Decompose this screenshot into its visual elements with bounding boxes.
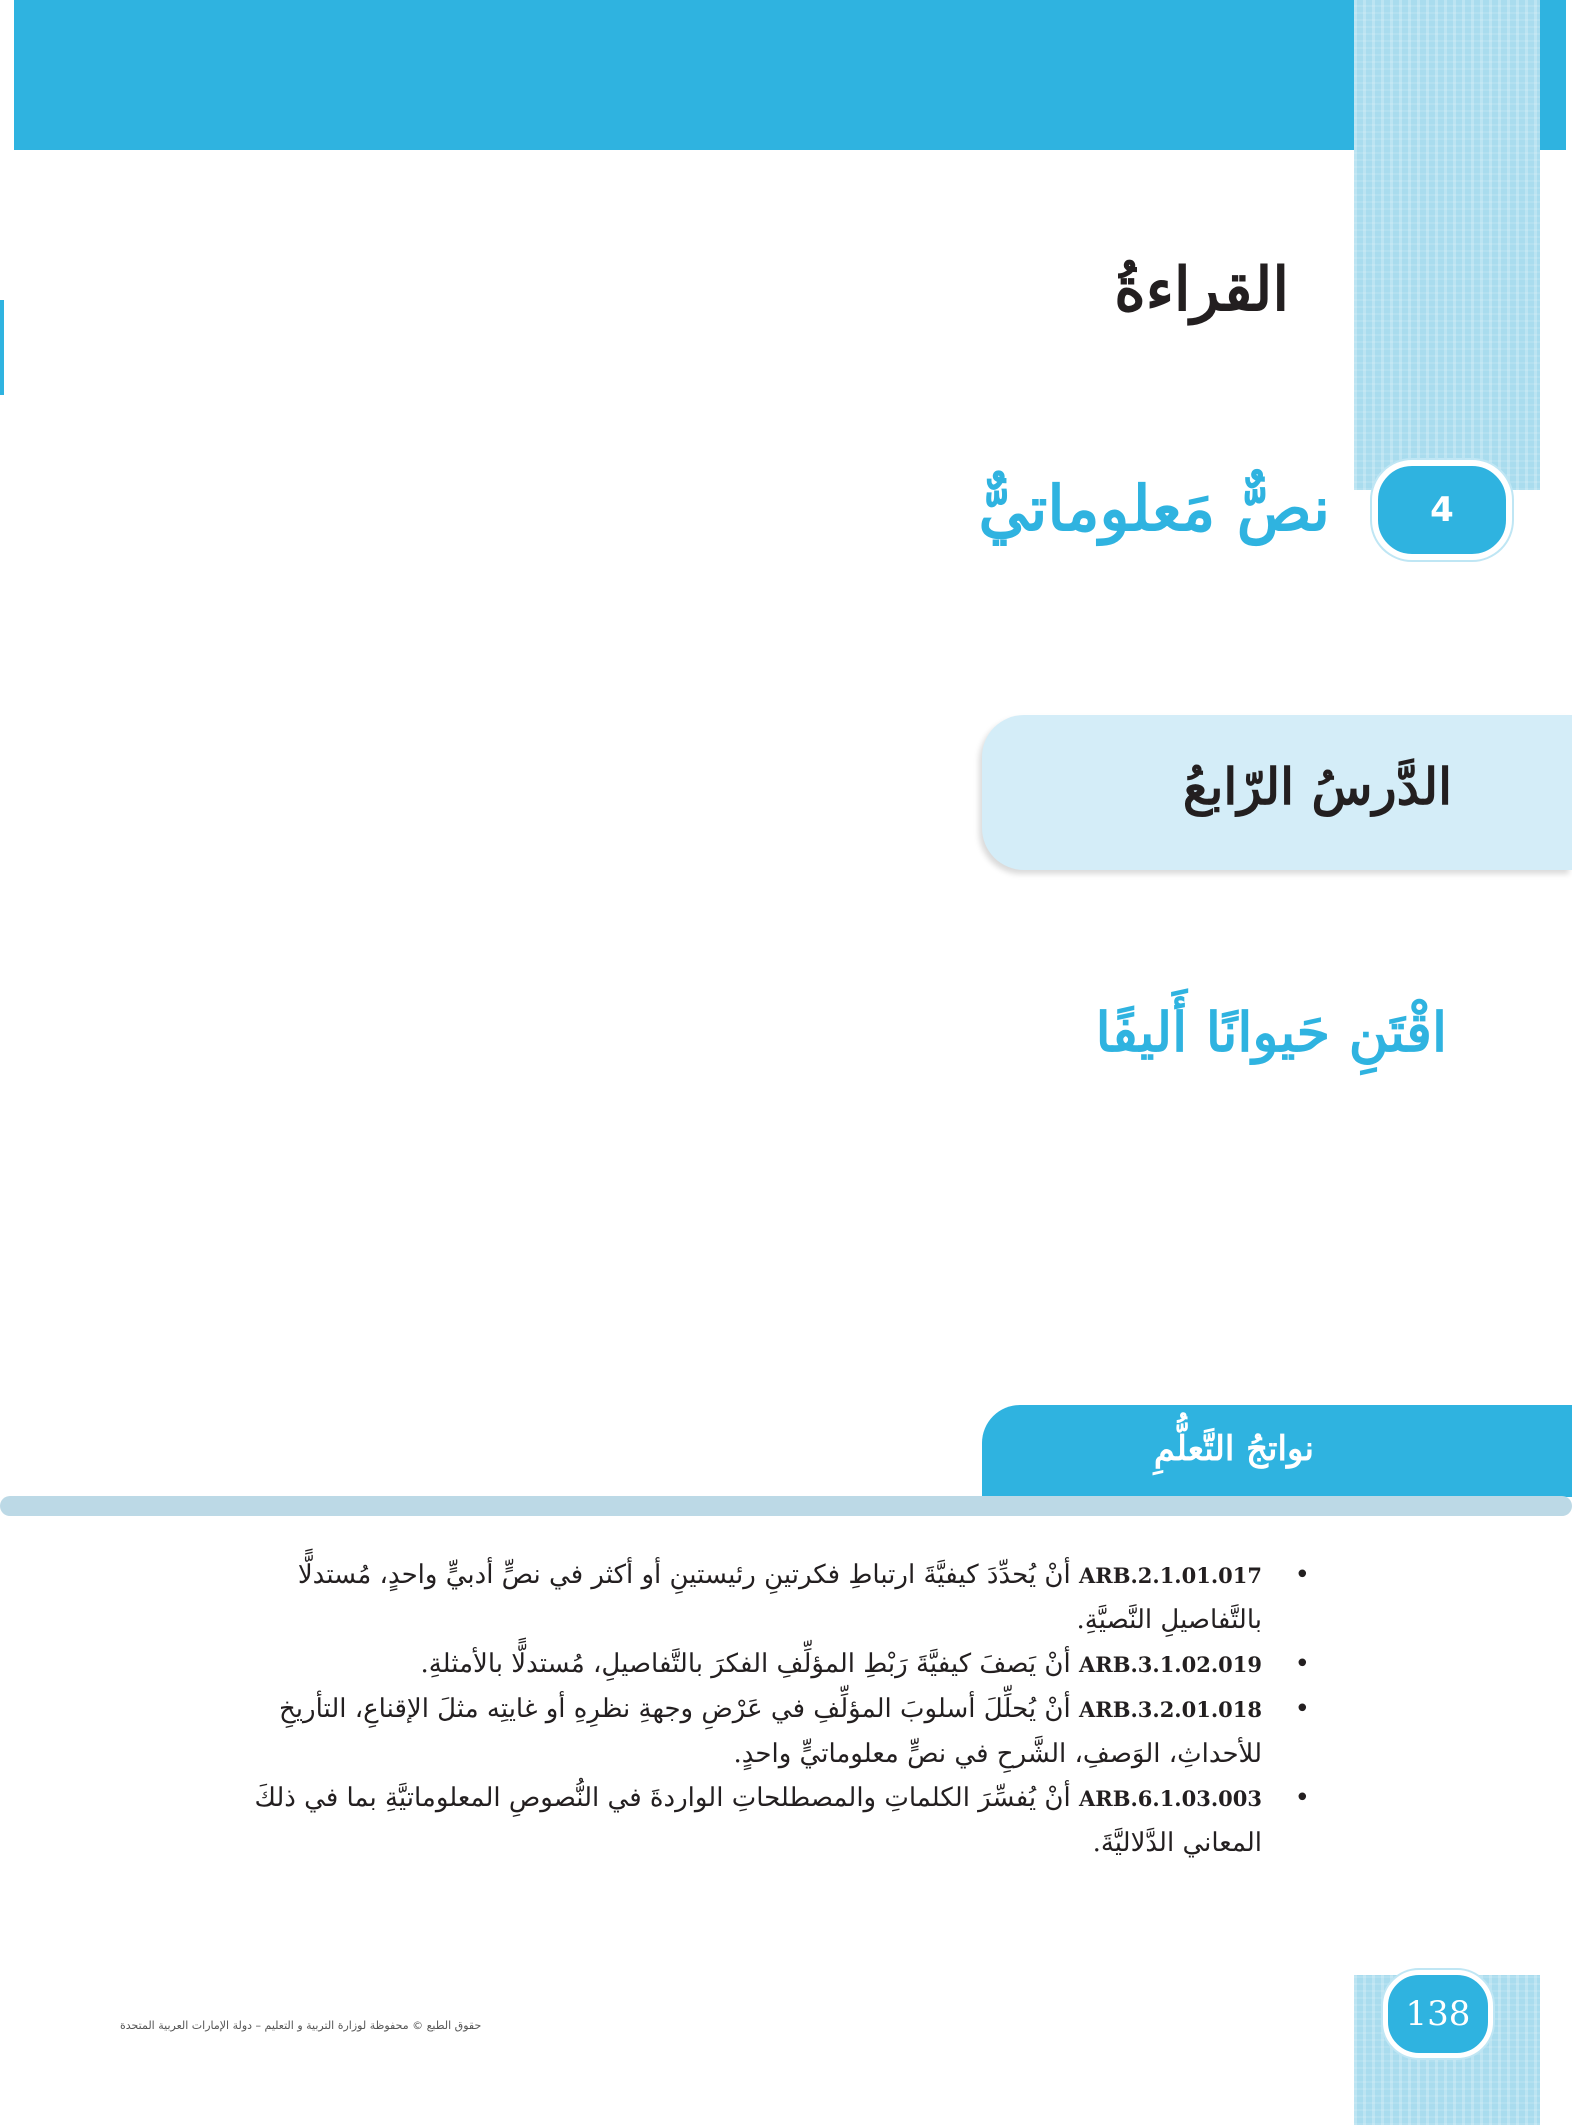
outcome-code: ARB.6.1.03.003: [1078, 1786, 1262, 1811]
section-title: القراءةُ: [1114, 255, 1289, 325]
learning-outcomes-label: نواتجُ التَّعلُّمِ: [1153, 1429, 1314, 1469]
list-item: [220, 1776, 1310, 1865]
page-number: 138: [1405, 1994, 1471, 2034]
unit-number: 4: [1430, 490, 1454, 530]
learning-outcomes-divider: [0, 1496, 1572, 1516]
header-band: [14, 0, 1566, 150]
lesson-title: الدَّرسُ الرّابعُ: [1182, 757, 1452, 816]
unit-number-badge: [1372, 460, 1512, 560]
list-item: [220, 1687, 1310, 1776]
outcome-text: أنْ يُفسِّرَ الكلماتِ والمصطلحاتِ الواردةَ في النُّصوصِ المعلوماتيَّةِ بما في ذلكَ المعاني الدَّلاليَّةَ.: [254, 1783, 1262, 1858]
decorative-side-strip: [1354, 0, 1540, 490]
list-item: [220, 1553, 1310, 1642]
lesson-banner: [982, 715, 1572, 870]
outcome-code: ARB.2.1.01.017: [1078, 1563, 1262, 1588]
outcome-text: أنْ يُحلِّلَ أسلوبَ المؤلِّفِ في عَرْضِ وجهةِ نظرِهِ أو غايتِه مثلَ الإقناعِ، التأريخِ للأحداثِ، الوَصفِ، الشَّرحِ في نصٍّ معلوماتيٍّ واحدٍ.: [279, 1694, 1262, 1769]
outcome-code: ARB.3.2.01.018: [1078, 1697, 1262, 1722]
left-margin-marker: [0, 300, 4, 395]
outcome-text: أنْ يَصفَ كيفيَّةَ رَبْطِ المؤلِّفِ الفكرَ بالتَّفاصيلِ، مُستدلًّا بالأمثلةِ.: [420, 1649, 1071, 1679]
lesson-name: اقْتَنِ حَيوانًا أَليفًا: [1095, 1000, 1447, 1064]
unit-title: نصٌّ مَعلوماتيٌّ: [978, 472, 1330, 545]
page-number-badge: [1383, 1970, 1493, 2058]
learning-outcomes-list: [220, 1553, 1310, 1865]
bullet-icon: •: [1294, 1694, 1310, 1724]
bullet-icon: •: [1294, 1649, 1310, 1679]
bullet-icon: •: [1294, 1783, 1310, 1813]
copyright-notice: حقوق الطبع © محفوظة لوزارة التربية و التعليم – دولة الإمارات العربية المتحدة: [120, 2019, 482, 2032]
learning-outcomes-tab: [982, 1405, 1572, 1497]
outcome-code: ARB.3.1.02.019: [1078, 1652, 1262, 1677]
outcome-text: أنْ يُحدِّدَ كيفيَّةَ ارتباطِ فكرتينِ رئيستينِ أو أكثر في نصٍّ أدبيٍّ واحدٍ، مُستدلًّا بالتَّفاصيلِ النَّصيَّةِ.: [297, 1560, 1262, 1635]
list-item: [220, 1642, 1310, 1687]
bullet-icon: •: [1294, 1560, 1310, 1590]
